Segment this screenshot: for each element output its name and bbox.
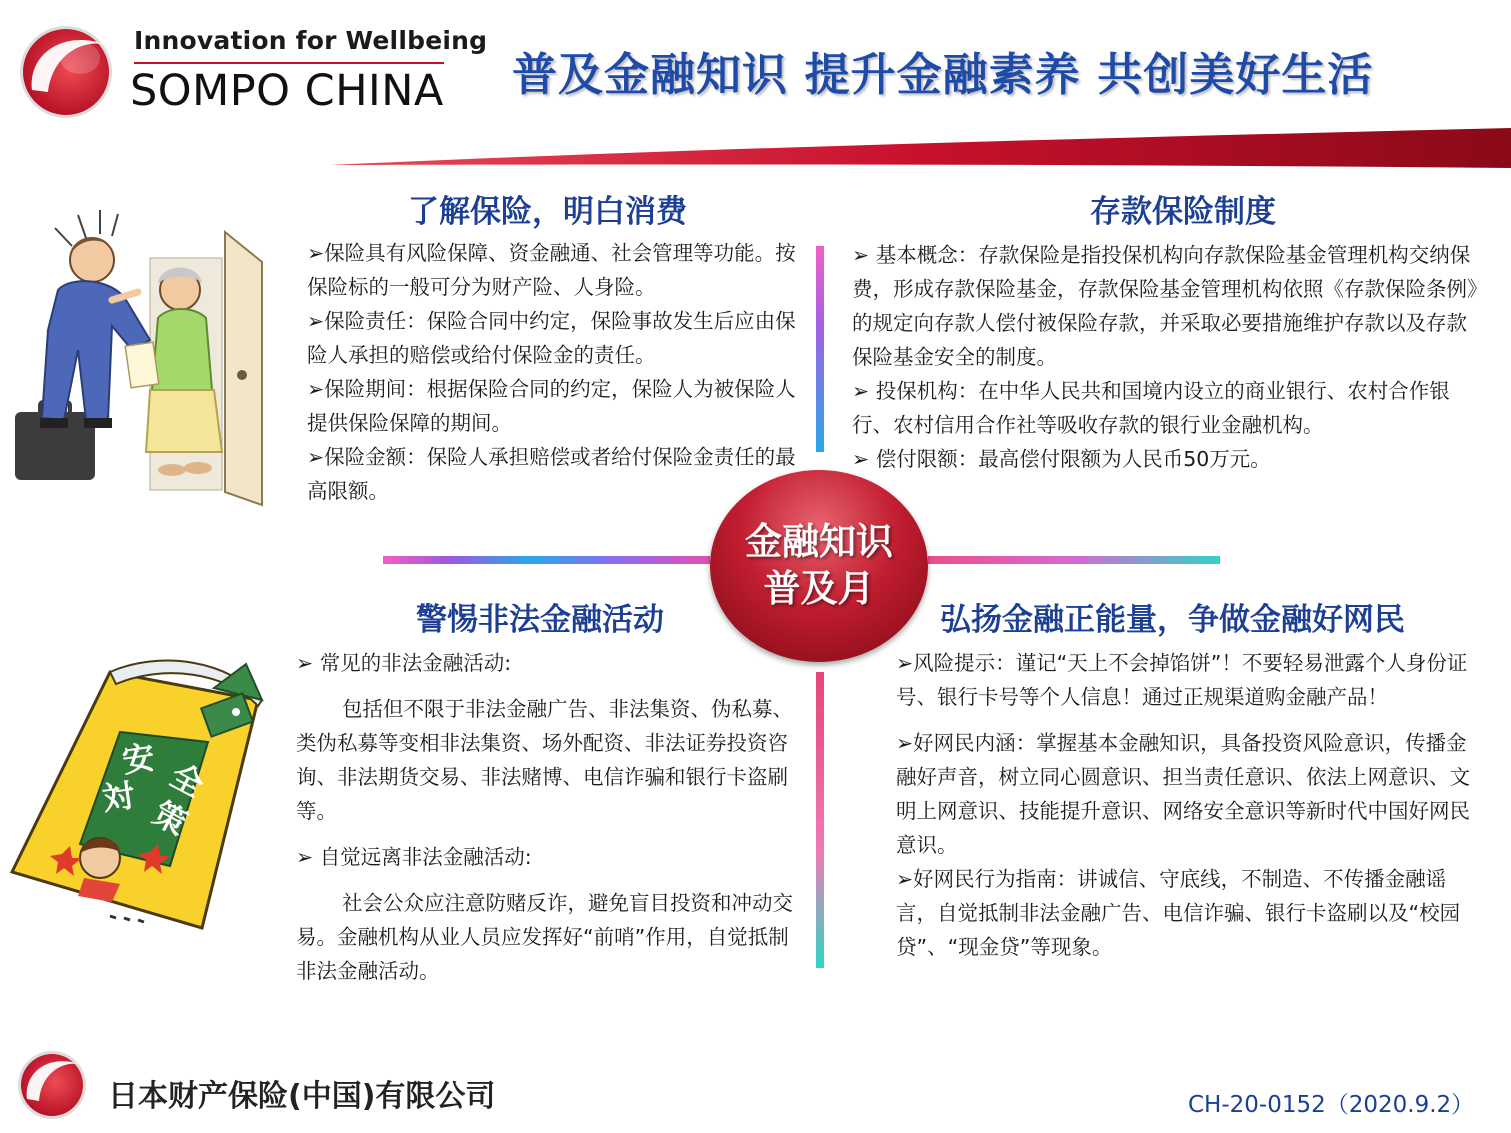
book-sign-char: 策 xyxy=(147,793,194,843)
footer-company-name: 日本财产保险(中国)有限公司 xyxy=(108,1079,496,1114)
divider-bottom xyxy=(816,672,824,968)
illegal-heading: ➢ 常见的非法金融活动: xyxy=(296,651,512,675)
brand-name: SOMPO CHINA xyxy=(130,66,444,116)
deposit-item: ➢ 偿付限额：最高偿付限额为人民币50万元。 xyxy=(852,447,1271,471)
brand-tagline: Innovation for Wellbeing xyxy=(134,26,488,55)
book-sign-char: 対 xyxy=(99,776,137,819)
insurance-item: ➢保险责任：保险合同中约定，保险事故发生后应由保险人承担的赔偿或给付保险金的责任。 xyxy=(307,309,796,367)
illegal-section-title: 警惕非法金融活动 xyxy=(416,602,664,638)
book-sign-char: 安 xyxy=(119,738,157,781)
book-sign-char: 全 xyxy=(164,755,211,805)
insurance-item: ➢保险期间：根据保险合同的约定，保险人为被保险人提供保险保障的期间。 xyxy=(307,377,796,435)
deposit-section-body xyxy=(852,238,1482,476)
center-badge-line1: 金融知识 xyxy=(745,520,893,563)
sompo-logo-icon xyxy=(20,26,112,118)
divider-top xyxy=(816,246,824,452)
insurance-item: ➢保险金额：保险人承担赔偿或者给付保险金责任的最高限额。 xyxy=(307,445,796,503)
divider-left xyxy=(383,556,710,564)
divider-right xyxy=(928,556,1220,564)
netizen-section-body xyxy=(896,646,1482,964)
brand-underline xyxy=(134,62,444,64)
illegal-paragraph: 社会公众应注意防赌反诈，避免盲目投资和冲动交易。金融机构从业人员应发挥好“前哨”作用，自觉抵制非法金融活动。 xyxy=(296,891,793,983)
insurance-section-body xyxy=(307,236,797,508)
deposit-section-title: 存款保险制度 xyxy=(1090,194,1276,230)
illegal-section-body xyxy=(296,646,808,988)
deposit-item: ➢ 投保机构：在中华人民共和国境内设立的商业银行、农村合作银行、农村信用合作社等吸收存款的银行业金融机构。 xyxy=(852,379,1450,437)
insurance-item: ➢保险具有风险保障、资金融通、社会管理等功能。按保险标的一般可分为财产险、人身险。 xyxy=(307,241,796,299)
illegal-paragraph: 包括但不限于非法金融广告、非法集资、伪私募、类伪私募等变相非法集资、场外配资、非法证券投资咨询、非法期货交易、非法赌博、电信诈骗和银行卡盗刷等。 xyxy=(296,697,793,823)
footer-logo-icon xyxy=(18,1051,86,1119)
netizen-item: ➢风险提示：谨记“天上不会掉馅饼”！不要轻易泄露个人身份证号、银行卡号等个人信息！通过正规渠道购金融产品！ xyxy=(896,651,1468,709)
safety-manual-illustration xyxy=(12,661,262,928)
netizen-item: ➢好网民内涵：掌握基本金融知识，具备投资风险意识，传播金融好声音，树立同心圆意识、担当责任意识、依法上网意识、文明上网意识、技能提升意识、网络安全意识等新时代中国好网民意识。 xyxy=(896,731,1470,857)
netizen-item: ➢好网民行为指南：讲诚信、守底线，不制造、不传播金融谣言，自觉抵制非法金融广告、电信诈骗、银行卡盗刷以及“校园贷”、“现金贷”等现象。 xyxy=(896,867,1461,959)
deposit-item: ➢ 基本概念：存款保险是指投保机构向存款保险基金管理机构交纳保费，形成存款保险基金，存款保险基金管理机构依照《存款保险条例》的规定向存款人偿付被保险存款，并采取必要措施维护存款以及存款保险基金安全的制度。 xyxy=(852,243,1478,369)
illegal-heading: ➢ 自觉远离非法金融活动: xyxy=(296,845,532,869)
consumer-visit-illustration xyxy=(15,210,262,505)
header-swoosh xyxy=(330,128,1511,168)
insurance-section-title: 了解保险，明白消费 xyxy=(408,194,687,230)
document-code: CH-20-0152（2020.9.2） xyxy=(1188,1092,1475,1118)
netizen-section-title: 弘扬金融正能量，争做金融好网民 xyxy=(940,602,1405,638)
page-headline: 普及金融知识 提升金融素养 共创美好生活 xyxy=(512,48,1374,101)
center-badge-line2: 普及月 xyxy=(763,567,875,610)
